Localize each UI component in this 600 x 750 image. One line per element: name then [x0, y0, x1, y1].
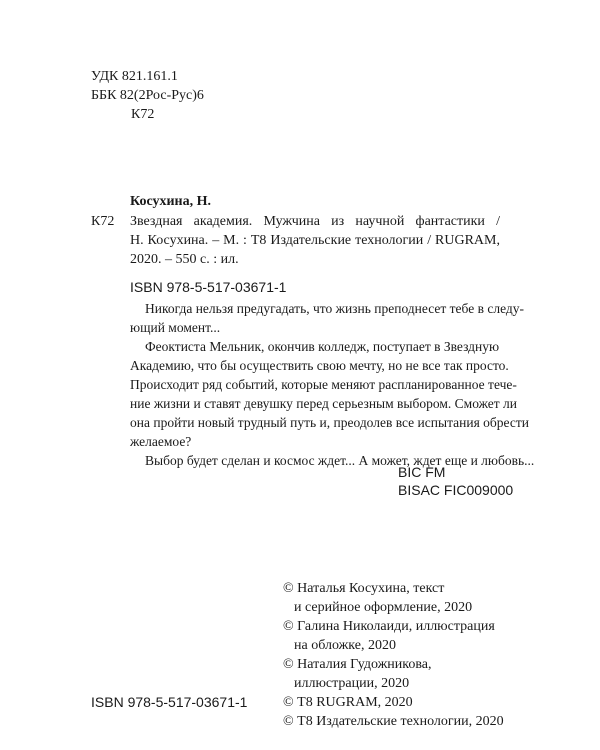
- copyright-line: © Т8 RUGRAM, 2020: [283, 695, 413, 710]
- annotation-line: Никогда нельзя предугадать, что жизнь преподнесет тебе в следу-: [145, 301, 525, 316]
- catalog-author: Косухина, Н.: [130, 194, 212, 209]
- catalog-author-mark: К72: [91, 214, 115, 229]
- catalog-entry-line: Звездная академия. Мужчина из научной фантастики /: [130, 214, 500, 229]
- copyright-line: © Наталья Косухина, текст: [283, 581, 445, 596]
- catalog-entry: [130, 212, 500, 269]
- copyright-line: © Наталия Гудожникова,: [283, 657, 432, 672]
- bisac-code: BISAC FIC009000: [398, 482, 514, 498]
- annotation-line: Академию, что бы осуществить свою мечту, но не все так просто.: [130, 358, 509, 373]
- copyright-line: © Т8 Издательские технологии, 2020: [283, 714, 504, 729]
- annotation-line: ние жизни и ставят девушку перед серьезным выбором. Сможет ли: [130, 396, 517, 411]
- bbk-code: ББК 82(2Рос-Рус)6: [91, 88, 204, 103]
- footer-isbn: ISBN 978-5-517-03671-1: [91, 694, 248, 710]
- annotation-line: ющий момент...: [130, 320, 221, 335]
- copyright-line: и серийное оформление, 2020: [294, 600, 473, 615]
- annotation-line: желаемое?: [130, 434, 192, 449]
- author-mark: К72: [131, 107, 155, 122]
- bic-code: BIC FM: [398, 464, 446, 480]
- catalog-entry-line: 2020. – 550 с. : ил.: [130, 252, 239, 267]
- copyright-block: [283, 579, 513, 731]
- copyright-line: иллюстрации, 2020: [294, 676, 410, 691]
- annotation-line: она пройти новый трудный путь и, преодолев все испытания обрести: [130, 415, 529, 430]
- catalog-entry-line: Н. Косухина. – М. : Т8 Издательские технологии / RUGRAM,: [130, 233, 500, 248]
- annotation-line: Происходит ряд событий, которые меняют распланированное тече-: [130, 377, 517, 392]
- annotation-line: Феоктиста Мельник, окончив колледж, поступает в Звездную: [145, 339, 500, 354]
- udk-code: УДК 821.161.1: [91, 69, 178, 84]
- annotation: [130, 299, 535, 470]
- catalog-isbn: ISBN 978-5-517-03671-1: [130, 279, 287, 295]
- annotation-line: Выбор будет сделан и космос ждет... А может, ждет еще и любовь...: [145, 453, 535, 468]
- copyright-line: © Галина Николаиди, иллюстрация: [283, 619, 495, 634]
- copyright-line: на обложке, 2020: [294, 638, 396, 653]
